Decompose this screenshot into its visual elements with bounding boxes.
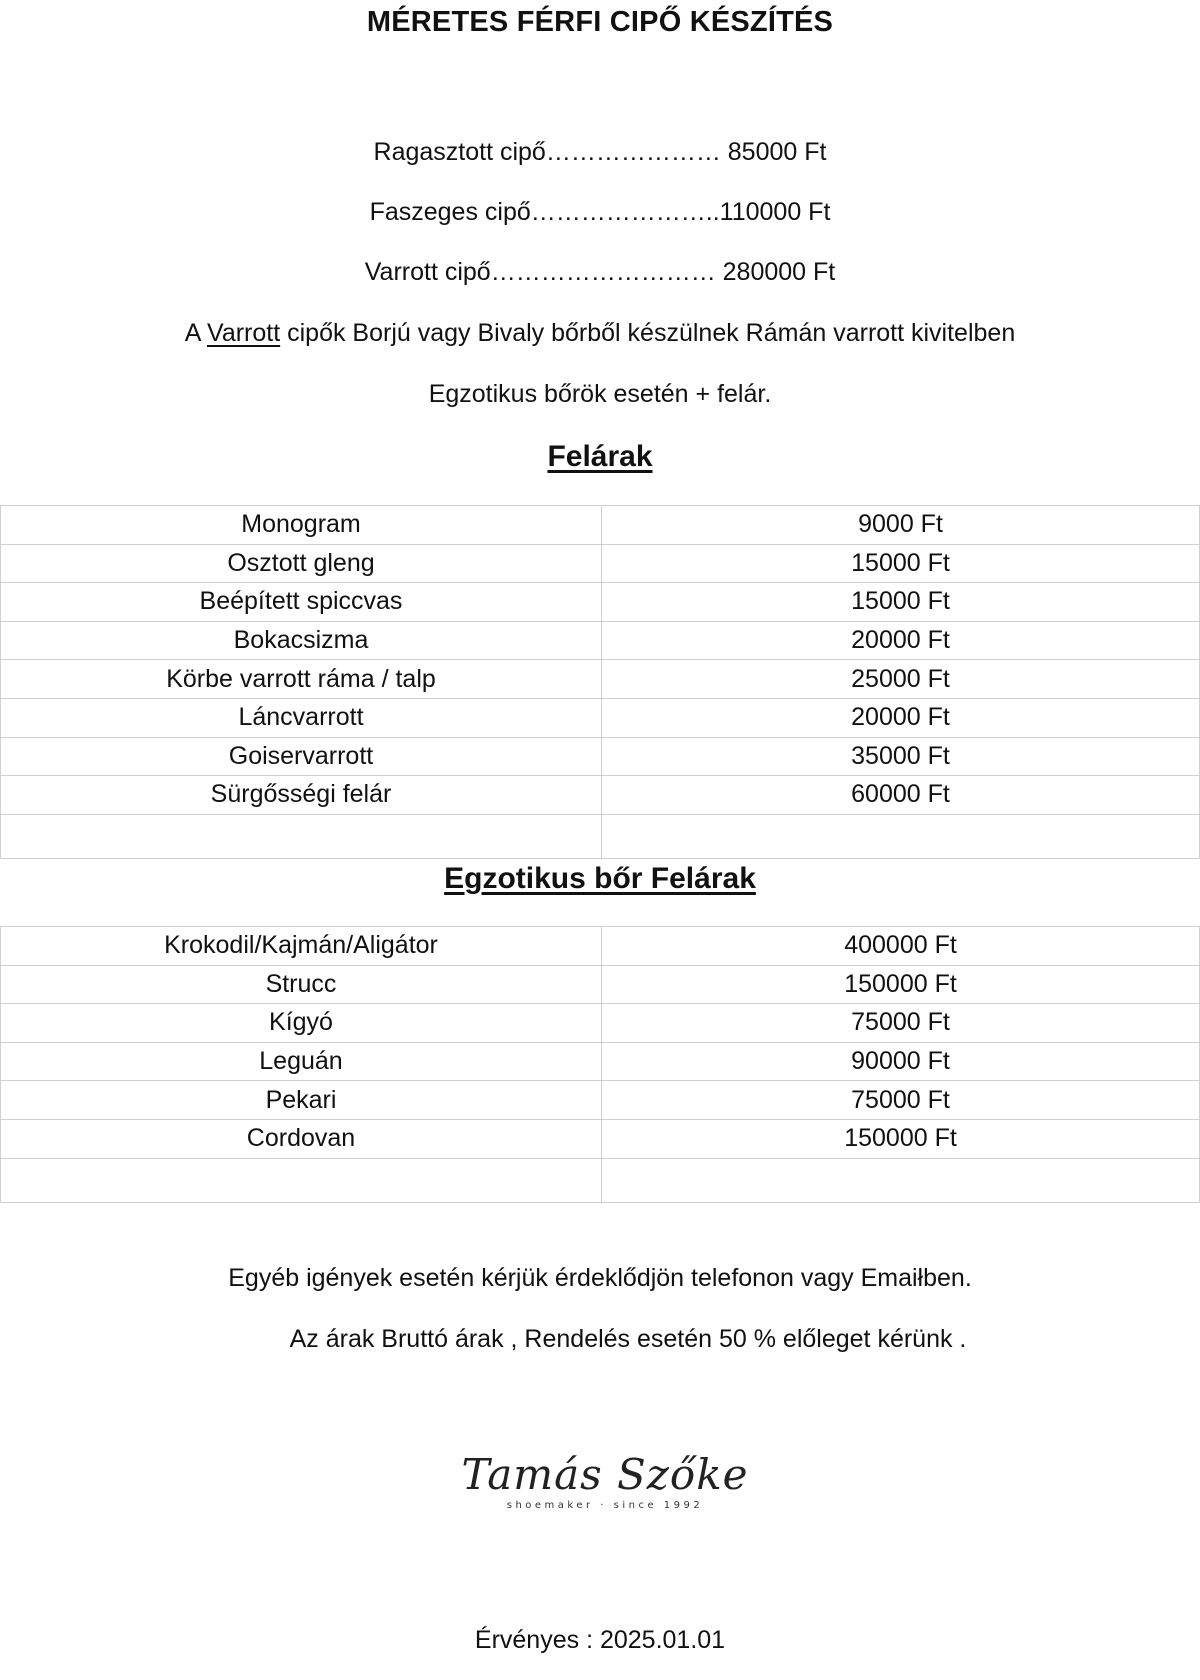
table-row bbox=[1, 544, 1200, 583]
exotic-price: 75000 Ft bbox=[602, 1081, 1200, 1120]
exotic-price: 150000 Ft bbox=[602, 965, 1200, 1004]
shoemaker-logo bbox=[460, 1452, 750, 1522]
table-row bbox=[1, 506, 1200, 545]
exotic-price: 400000 Ft bbox=[602, 927, 1200, 966]
table-row bbox=[1, 660, 1200, 699]
table-row bbox=[1, 698, 1200, 737]
table-row bbox=[1, 965, 1200, 1004]
table-row bbox=[1, 621, 1200, 660]
surcharge-name: Beépített spiccvas bbox=[1, 583, 602, 622]
surcharge-name: Bokacsizma bbox=[1, 621, 602, 660]
surcharge-name: Körbe varrott ráma / talp bbox=[1, 660, 602, 699]
surcharge-name: Goiservarrott bbox=[1, 737, 602, 776]
page-title: MÉRETES FÉRFI CIPŐ KÉSZÍTÉS bbox=[366, 6, 834, 38]
empty-cell bbox=[1, 814, 602, 858]
exotic-name: Kígyó bbox=[1, 1004, 602, 1043]
surcharges-table bbox=[0, 505, 1200, 859]
price-ragasztott: Ragasztott cipő………………… 85000 Ft bbox=[373, 138, 827, 166]
surcharge-price: 15000 Ft bbox=[602, 583, 1200, 622]
table-row bbox=[1, 776, 1200, 815]
leather-note-prefix: A bbox=[184, 319, 207, 347]
leather-note-underlined: Varrott bbox=[207, 319, 281, 347]
surcharge-price: 35000 Ft bbox=[602, 737, 1200, 776]
empty-cell bbox=[1, 1158, 602, 1202]
exotic-price: 150000 Ft bbox=[602, 1119, 1200, 1158]
validity-date: Érvényes : 2025.01.01 bbox=[474, 1626, 726, 1654]
table-row-empty bbox=[1, 814, 1200, 858]
table-row bbox=[1, 927, 1200, 966]
surcharge-name: Osztott gleng bbox=[1, 544, 602, 583]
table-row bbox=[1, 1081, 1200, 1120]
exotic-name: Leguán bbox=[1, 1042, 602, 1081]
table-row bbox=[1, 737, 1200, 776]
exotic-name: Pekari bbox=[1, 1081, 602, 1120]
inquiry-text: Egyéb igények esetén kérjük érdeklődjön telefonon vagy Emaiłben. bbox=[228, 1264, 972, 1292]
surcharge-name: Sürgősségi felár bbox=[1, 776, 602, 815]
exotic-name: Krokodil/Kajmán/Aligátor bbox=[1, 927, 602, 966]
table-row bbox=[1, 1042, 1200, 1081]
exotic-surcharges-table bbox=[0, 926, 1200, 1203]
price-faszeges: Faszeges cipő…………………..110000 Ft bbox=[369, 198, 831, 226]
logo-tagline: shoemaker · since 1992 bbox=[506, 1500, 704, 1511]
table-row bbox=[1, 1119, 1200, 1158]
exotic-note: Egzotikus bőrök esetén + felár. bbox=[428, 380, 772, 408]
surcharge-price: 15000 Ft bbox=[602, 544, 1200, 583]
surcharge-price: 9000 Ft bbox=[602, 506, 1200, 545]
table-row bbox=[1, 583, 1200, 622]
exotic-name: Strucc bbox=[1, 965, 602, 1004]
exotic-name: Cordovan bbox=[1, 1119, 602, 1158]
surcharge-price: 25000 Ft bbox=[602, 660, 1200, 699]
exotic-price: 90000 Ft bbox=[602, 1042, 1200, 1081]
price-varrott: Varrott cipő……………………… 280000 Ft bbox=[364, 258, 836, 286]
table-row bbox=[1, 1004, 1200, 1043]
surcharge-name: Monogram bbox=[1, 506, 602, 545]
surcharge-price: 60000 Ft bbox=[602, 776, 1200, 815]
empty-cell bbox=[602, 1158, 1200, 1202]
surcharge-price: 20000 Ft bbox=[602, 698, 1200, 737]
surcharge-name: Láncvarrott bbox=[1, 698, 602, 737]
surcharge-price: 20000 Ft bbox=[602, 621, 1200, 660]
exotic-surcharges-heading: Egzotikus bőr Felárak bbox=[444, 862, 756, 895]
logo-name: Tamás Szőke bbox=[461, 1450, 749, 1499]
empty-cell bbox=[602, 814, 1200, 858]
surcharges-heading: Felárak bbox=[547, 440, 653, 473]
leather-note-rest: cipők Borjú vagy Bivaly bőrből készülnek Rámán varrott kivitelben bbox=[280, 319, 1016, 347]
leather-note bbox=[0, 319, 1200, 348]
terms-text: Az árak Bruttó árak , Rendelés esetén 50 % előleget kérünk . bbox=[289, 1325, 967, 1353]
exotic-price: 75000 Ft bbox=[602, 1004, 1200, 1043]
table-row-empty bbox=[1, 1158, 1200, 1202]
